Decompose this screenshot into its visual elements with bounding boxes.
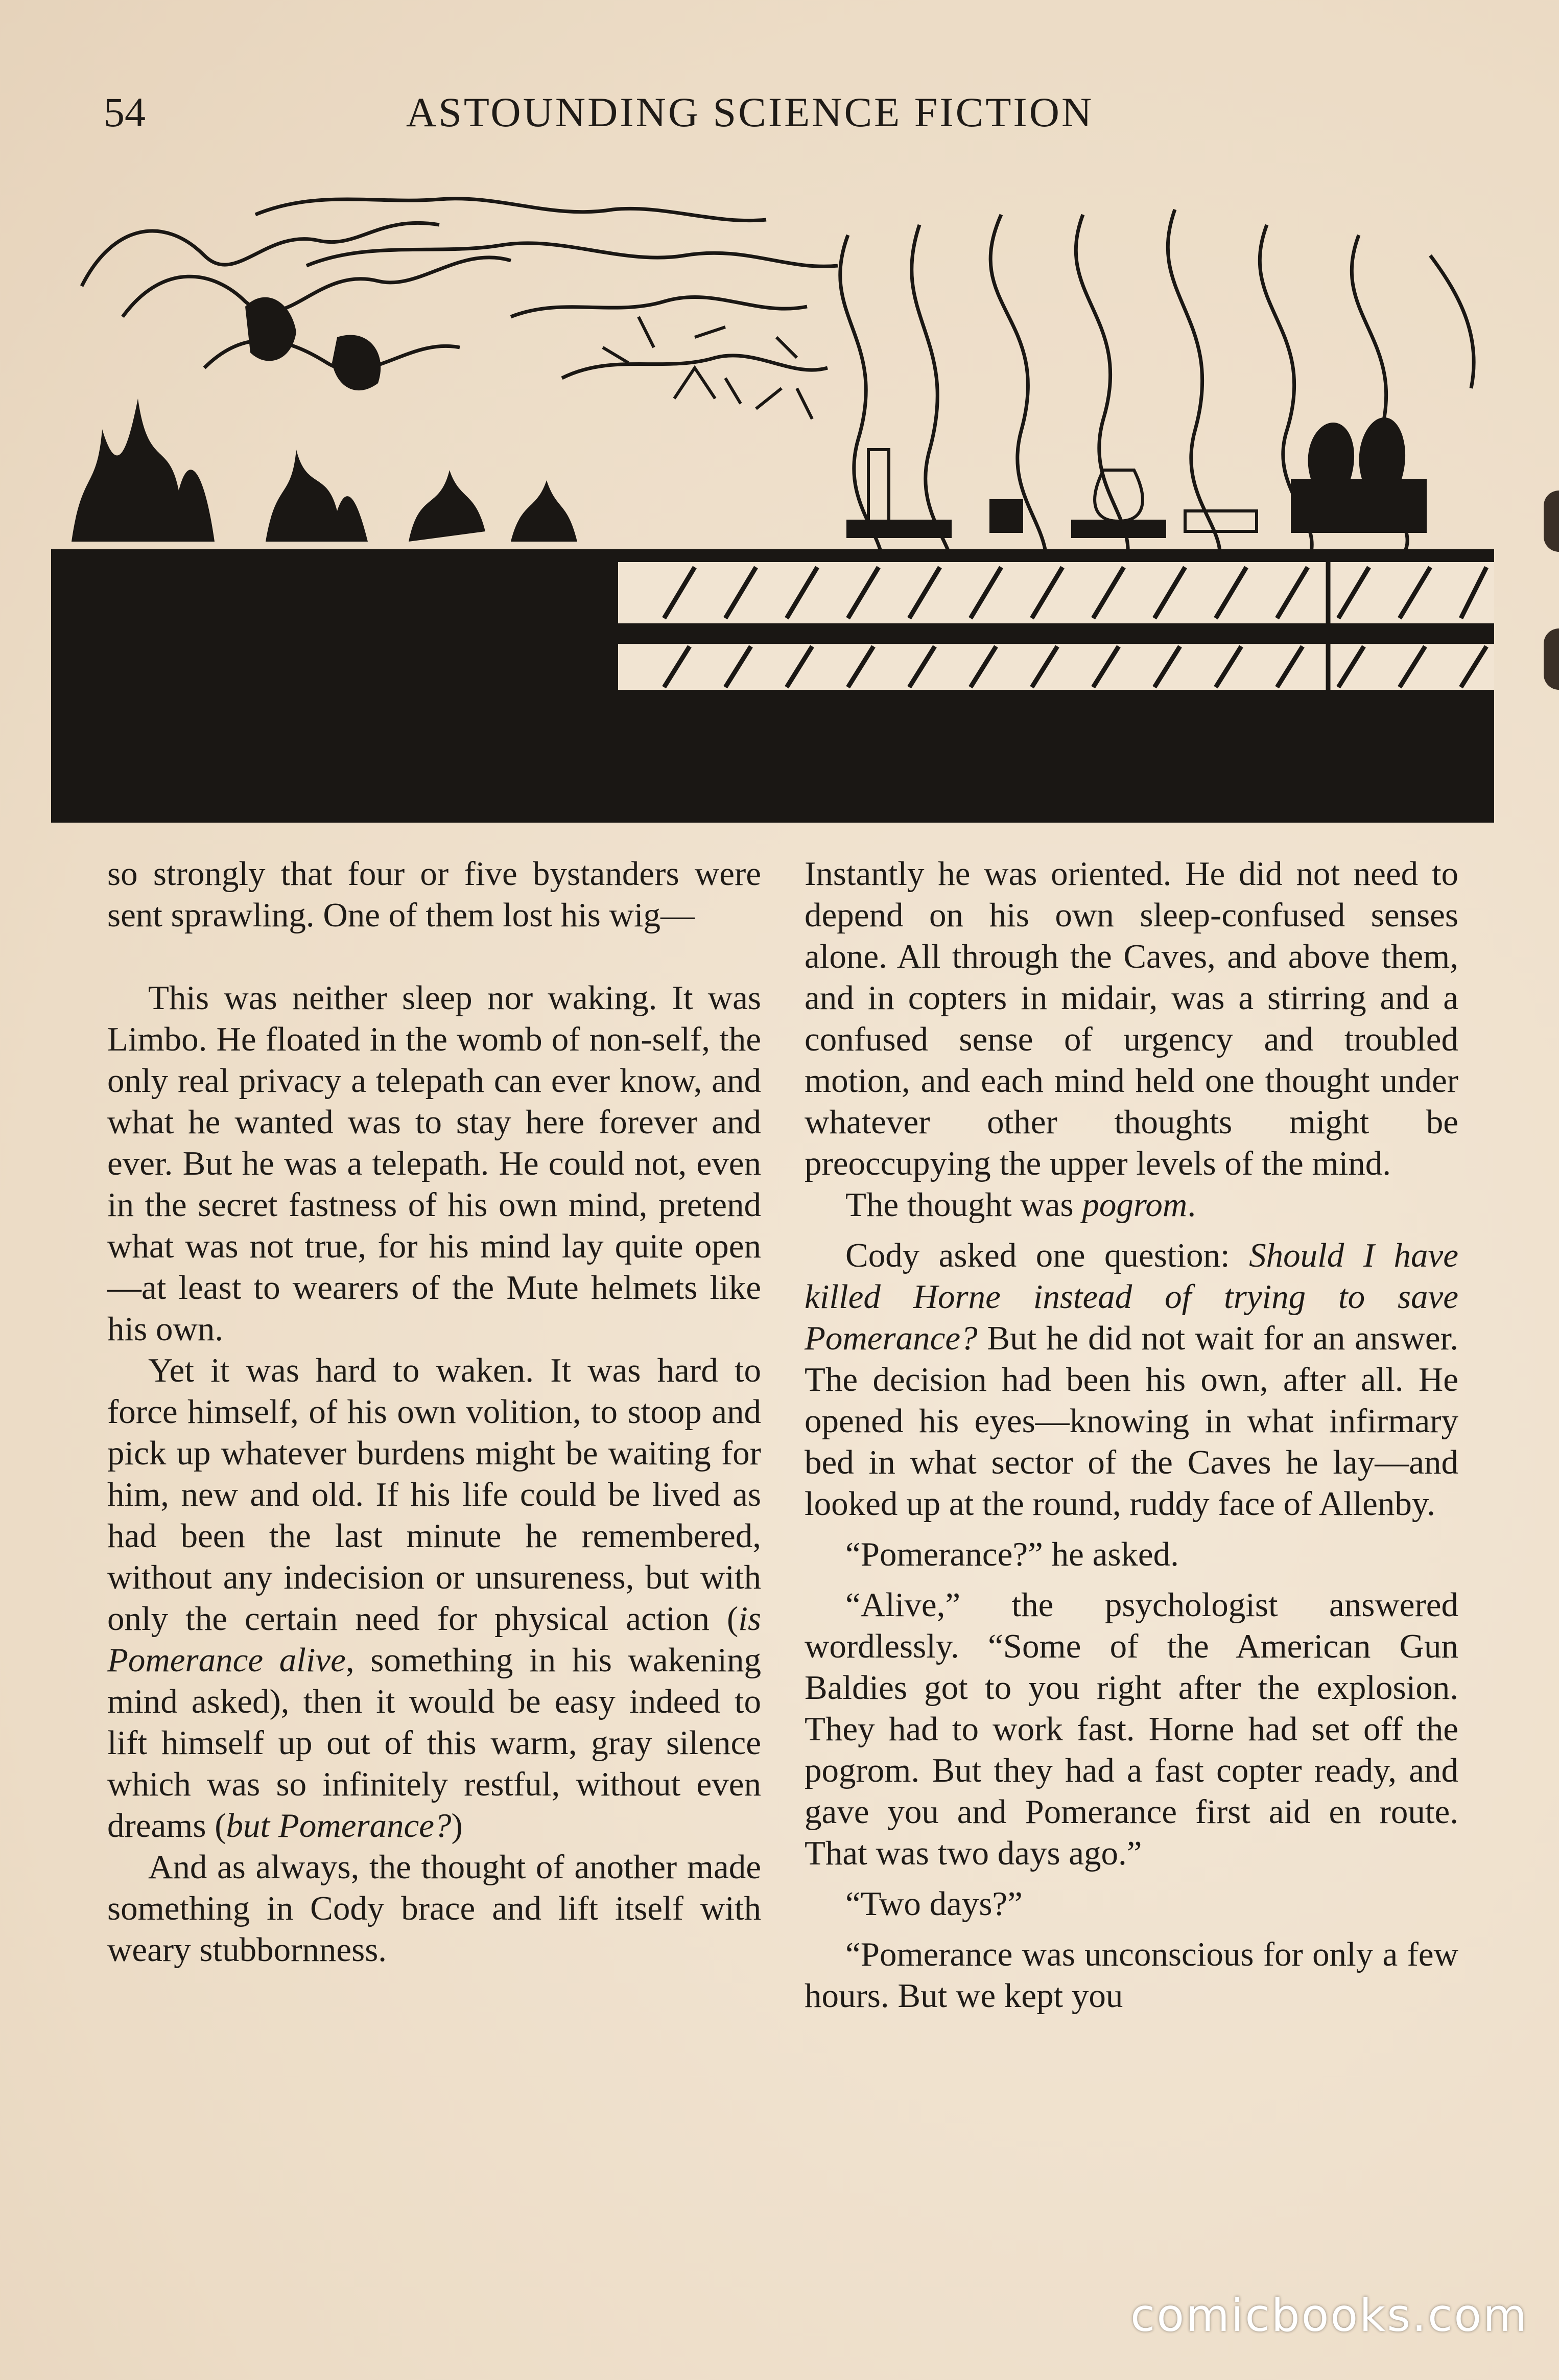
paragraph: “Two days?” <box>845 1885 1023 1923</box>
paragraph: so strongly that four or five bystanders were sent sprawling. One of them lost his wig— <box>107 855 761 934</box>
left-column <box>107 853 761 1971</box>
paragraph: Cody asked one question: Should I have killed Horne instead of trying to save Pomerance? But he did not wait for an answer. The decision had been his own, after all. He opened his eyes—knowing in what infirmary bed in what sector of the Caves he lay—and looked up at the round, ruddy face of Allenby. <box>805 1236 1458 1523</box>
paragraph: Instantly he was oriented. He did not need to depend on his own sleep-confused senses alone. All through the Caves, and above them, and in copters in midair, was a stirring and a confused sense of urgency and troubled motion, and each mind held one thought under whatever other thoughts might be preoccupying the upper levels of the mind. <box>805 855 1458 1182</box>
paragraph: This was neither sleep nor waking. It was Limbo. He floated in the womb of non-self, the only real privacy a telepath can ever know, and what he wanted was to stay here forever and ever. But he was a telepath. He could not, even in the secret fastness of his own mind, pretend what was not true, for his mind lay quite open—at least to wearers of the Mute helmets like his own. <box>107 979 761 1348</box>
paragraph: Yet it was hard to waken. It was hard to force himself, of his own volition, to stoop and pick up whatever burdens might be waiting for him, new and old. If his life could be lived as had been the last minute he remembered, without any indecision or unsureness, but with only the certain need for physical action (is Pomerance alive, something in his wakening mind asked), then it would be easy indeed to lift himself up out of this warm, gray silence which was so infinitely restful, without even dreams (but Pomerance?) <box>107 1351 761 1845</box>
watermark: comicbooks.com <box>1130 2289 1528 2342</box>
paragraph: And as always, the thought of another made something in Cody brace and lift itself with weary stubbornness. <box>107 1848 761 1969</box>
paragraph: The thought was pogrom. <box>845 1186 1196 1224</box>
binding-hole <box>1544 491 1559 552</box>
paragraph: “Alive,” the psychologist answered wordlessly. “Some of the American Gun Baldies got to you right after the explosion. They had to work fast. Horne had set off the pogrom. But they had a fast copter ready, and gave you and Pomerance first aid en route. That was two days ago.” <box>805 1586 1458 1872</box>
paragraph: “Pomerance was unconscious for only a few hours. But we kept you <box>805 1935 1458 2015</box>
page-header <box>0 84 1559 141</box>
running-title: ASTOUNDING SCIENCE FICTION <box>406 89 1094 135</box>
illustration-fire-laboratory <box>51 184 1494 823</box>
page-number: 54 <box>104 89 146 135</box>
binding-hole <box>1544 628 1559 690</box>
right-column <box>805 853 1458 2017</box>
paragraph: “Pomerance?” he asked. <box>845 1535 1179 1573</box>
